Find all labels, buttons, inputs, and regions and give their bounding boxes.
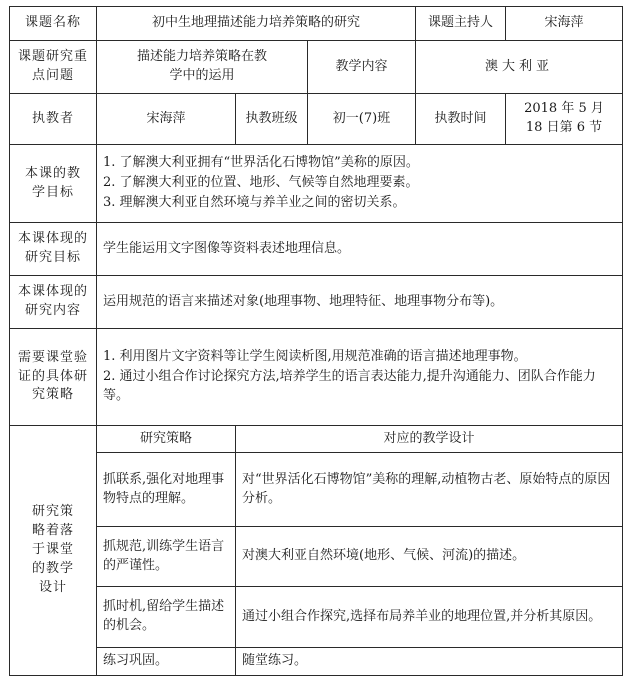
design-content-4: 随堂练习。 [236,648,623,676]
research-goal-label: 本课体现的研究目标 [10,223,97,276]
topic-name-label: 课题名称 [10,7,97,41]
time-value [506,94,623,145]
design-strategy-4: 练习巩固。 [97,648,236,676]
design-content-2: 对澳大利亚自然环境(地形、气候、河流)的描述。 [236,527,623,587]
topic-name: 初中生地理描述能力培养策略的研究 [97,7,416,41]
research-form-table [9,6,623,676]
research-content-label: 本课体现的研究内容 [10,276,97,329]
design-row [10,453,623,527]
strategy-label: 需要课堂验证的具体研究策略 [10,329,97,426]
goal-item-3: 3. 理解澳大利亚自然环境与养羊业之间的密切关系。 [103,194,406,210]
design-content-1: 对“世界活化石博物馆”美称的理解,动植物古老、原始特点的原因分析。 [236,453,623,527]
goals-label: 本课的教学目标 [10,145,97,223]
class-value: 初一(7)班 [308,94,416,145]
time-line-2: 18 日第 6 节 [525,120,603,135]
focus-value: 描述能力培养策略在教学中的运用 [97,41,308,94]
host-label: 课题主持人 [416,7,506,41]
topic-row [10,7,623,41]
goals-row [10,145,623,223]
content-value: 澳大利亚 [416,41,623,94]
design-strategy-3: 抓时机,留给学生描述的机会。 [97,587,236,648]
teacher-row [10,94,623,145]
design-col-strategy: 研究策略 [97,426,236,453]
design-strategy-2: 抓规范,训练学生语言的严谨性。 [97,527,236,587]
design-row [10,648,623,676]
design-row [10,527,623,587]
class-label: 执教班级 [236,94,308,145]
focus-row [10,41,623,94]
design-col-design: 对应的教学设计 [236,426,623,453]
design-header-row [10,426,623,453]
design-row [10,587,623,648]
focus-label: 课题研究重点问题 [10,41,97,94]
time-label: 执教时间 [416,94,506,145]
strategy-item-2: 2. 通过小组合作讨论探究方法,培养学生的语言表达能力,提升沟通能力、团队合作能力等。 [103,369,596,403]
design-strategy-1: 抓联系,强化对地理事物特点的理解。 [97,453,236,527]
host-name: 宋海萍 [506,7,623,41]
strategy-list [97,329,623,426]
teacher-name: 宋海萍 [97,94,236,145]
goal-item-2: 2. 了解澳大利亚的位置、地形、气候等自然地理要素。 [103,175,419,191]
strategy-row [10,329,623,426]
research-content-value: 运用规范的语言来描述对象(地理事物、地理特征、地理事物分布等)。 [97,276,623,329]
goals-list [97,145,623,223]
research-content-row [10,276,623,329]
content-label: 教学内容 [308,41,416,94]
research-goal-row [10,223,623,276]
strategy-item-1: 1. 利用图片文字资料等让学生阅读析图,用规范准确的语言描述地理事物。 [103,349,527,365]
research-goal-value: 学生能运用文字图像等资料表述地理信息。 [97,223,623,276]
teacher-label: 执教者 [10,94,97,145]
design-content-3: 通过小组合作探究,选择布局养羊业的地理位置,并分析其原因。 [236,587,623,648]
design-label: 研究策略着落于课堂的教学设计 [10,426,97,676]
goal-item-1: 1. 了解澳大利亚拥有“世界活化石博物馆”美称的原因。 [103,155,419,171]
time-line-1: 2018 年 5 月 [524,101,604,117]
